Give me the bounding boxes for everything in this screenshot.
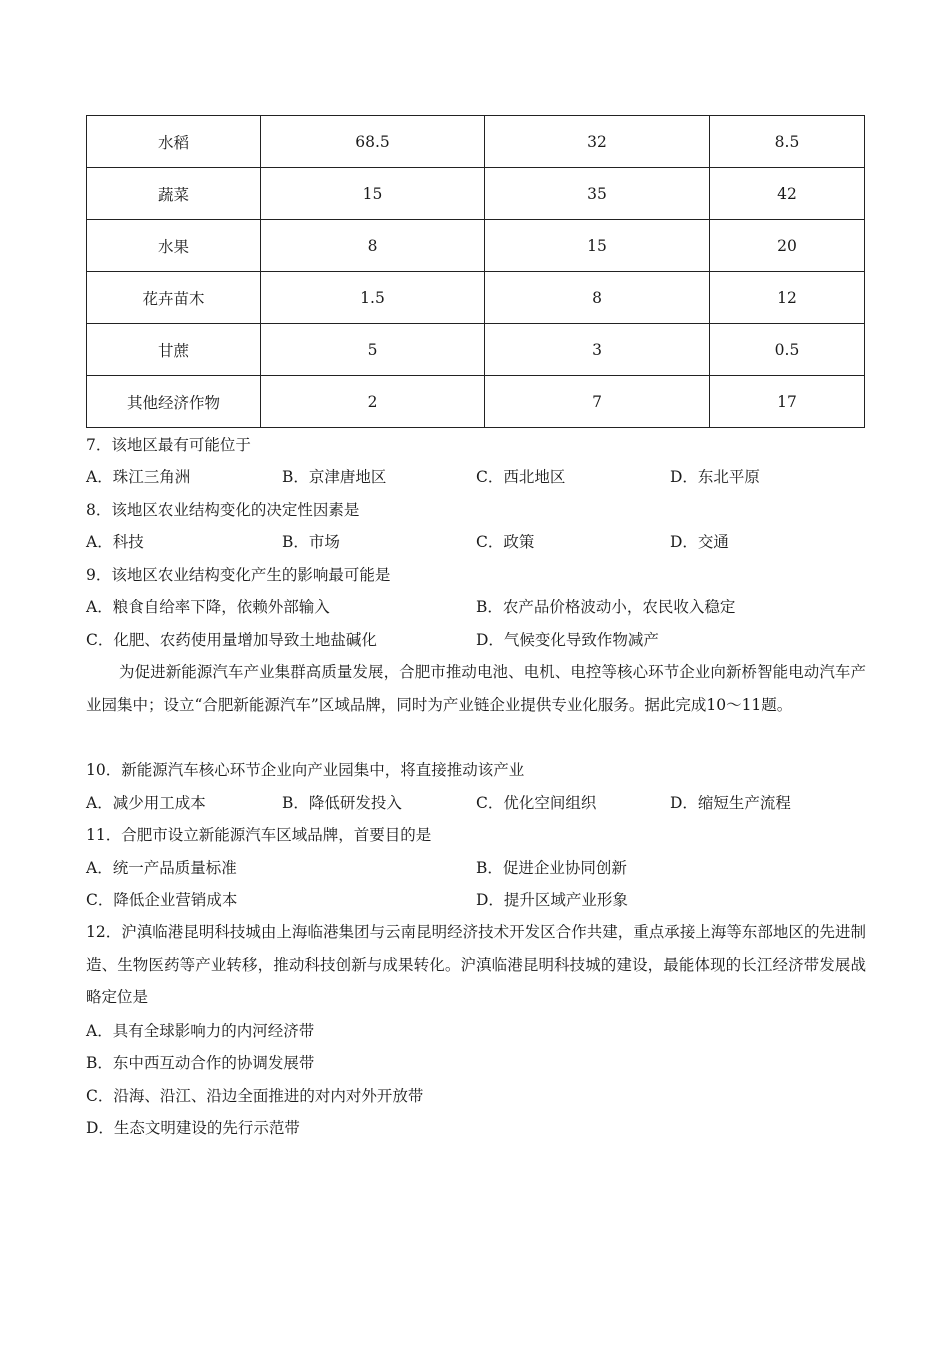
q7-option-a[interactable]: A．珠江三角洲 bbox=[86, 468, 191, 486]
q9-option-c[interactable]: C．化肥、农药使用量增加导致土地盐碱化 bbox=[86, 631, 377, 649]
table-cell: 8 bbox=[261, 220, 485, 272]
q11-option-a[interactable]: A．统一产品质量标准 bbox=[86, 859, 237, 877]
q11-option-c[interactable]: C．降低企业营销成本 bbox=[86, 891, 238, 909]
table-cell: 12 bbox=[710, 272, 865, 324]
q8-option-b[interactable]: B．市场 bbox=[282, 533, 340, 551]
table-row bbox=[87, 272, 865, 324]
crop-area-table bbox=[86, 115, 865, 428]
table-cell: 其他经济作物 bbox=[87, 376, 261, 428]
table-cell: 35 bbox=[485, 168, 710, 220]
q8-option-a[interactable]: A．科技 bbox=[86, 533, 144, 551]
table-cell: 0.5 bbox=[710, 324, 865, 376]
table-cell: 68.5 bbox=[261, 116, 485, 168]
table-row bbox=[87, 168, 865, 220]
table-cell: 水稻 bbox=[87, 116, 261, 168]
q11-option-d[interactable]: D．提升区域产业形象 bbox=[476, 891, 628, 909]
q12-option-c[interactable]: C．沿海、沿江、沿边全面推进的对内对外开放带 bbox=[86, 1087, 424, 1105]
q9-option-b[interactable]: B．农产品价格波动小，农民收入稳定 bbox=[476, 598, 736, 616]
table-cell: 5 bbox=[261, 324, 485, 376]
q10-option-b[interactable]: B．降低研发投入 bbox=[282, 794, 402, 812]
question-12-stem: 12．沪滇临港昆明科技城由上海临港集团与云南昆明经济技术开发区合作共建，重点承接上海等东部地区的先进制造、生物医药等产业转移，推动科技创新与成果转化。沪滇临港昆明科技城的建设，最能体现的长江经济带发展战略定位是 bbox=[86, 923, 866, 1006]
q8-option-d[interactable]: D．交通 bbox=[670, 533, 729, 551]
table-cell: 甘蔗 bbox=[87, 324, 261, 376]
question-10-stem: 10．新能源汽车核心环节企业向产业园集中，将直接推动该产业 bbox=[86, 761, 525, 779]
q12-option-a[interactable]: A．具有全球影响力的内河经济带 bbox=[86, 1022, 315, 1040]
table-cell: 蔬菜 bbox=[87, 168, 261, 220]
table-cell: 7 bbox=[485, 376, 710, 428]
q10-option-c[interactable]: C．优化空间组织 bbox=[476, 794, 597, 812]
table-row bbox=[87, 324, 865, 376]
q10-option-a[interactable]: A．减少用工成本 bbox=[86, 794, 206, 812]
table-row bbox=[87, 116, 865, 168]
question-8-stem: 8．该地区农业结构变化的决定性因素是 bbox=[86, 501, 360, 519]
q7-option-c[interactable]: C．西北地区 bbox=[476, 468, 566, 486]
table-cell: 1.5 bbox=[261, 272, 485, 324]
table-cell: 2 bbox=[261, 376, 485, 428]
question-9-stem: 9．该地区农业结构变化产生的影响最可能是 bbox=[86, 566, 391, 584]
q12-option-d[interactable]: D．生态文明建设的先行示范带 bbox=[86, 1119, 300, 1137]
passage-text: 为促进新能源汽车产业集群高质量发展，合肥市推动电池、电机、电控等核心环节企业向新桥智能电动汽车产业园集中；设立“合肥新能源汽车”区域品牌，同时为产业链企业提供专业化服务。据此完成10～11题。 bbox=[86, 663, 866, 714]
table-cell: 15 bbox=[261, 168, 485, 220]
table-cell: 水果 bbox=[87, 220, 261, 272]
q11-option-b[interactable]: B．促进企业协同创新 bbox=[476, 859, 627, 877]
table-cell: 花卉苗木 bbox=[87, 272, 261, 324]
table-cell: 20 bbox=[710, 220, 865, 272]
q12-option-b[interactable]: B．东中西互动合作的协调发展带 bbox=[86, 1054, 315, 1072]
table-cell: 8.5 bbox=[710, 116, 865, 168]
table-cell: 8 bbox=[485, 272, 710, 324]
q8-option-c[interactable]: C．政策 bbox=[476, 533, 535, 551]
q7-option-b[interactable]: B．京津唐地区 bbox=[282, 468, 387, 486]
table-cell: 32 bbox=[485, 116, 710, 168]
q9-option-d[interactable]: D．气候变化导致作物减产 bbox=[476, 631, 659, 649]
table-row bbox=[87, 376, 865, 428]
table-cell: 42 bbox=[710, 168, 865, 220]
table-cell: 17 bbox=[710, 376, 865, 428]
table-cell: 15 bbox=[485, 220, 710, 272]
table-row bbox=[87, 220, 865, 272]
table-cell: 3 bbox=[485, 324, 710, 376]
question-7-stem: 7．该地区最有可能位于 bbox=[86, 436, 251, 454]
q10-option-d[interactable]: D．缩短生产流程 bbox=[670, 794, 791, 812]
q9-option-a[interactable]: A．粮食自给率下降，依赖外部输入 bbox=[86, 598, 330, 616]
passage-paragraph bbox=[86, 656, 866, 721]
question-11-stem: 11．合肥市设立新能源汽车区域品牌，首要目的是 bbox=[86, 826, 432, 844]
q7-option-d[interactable]: D．东北平原 bbox=[670, 468, 760, 486]
